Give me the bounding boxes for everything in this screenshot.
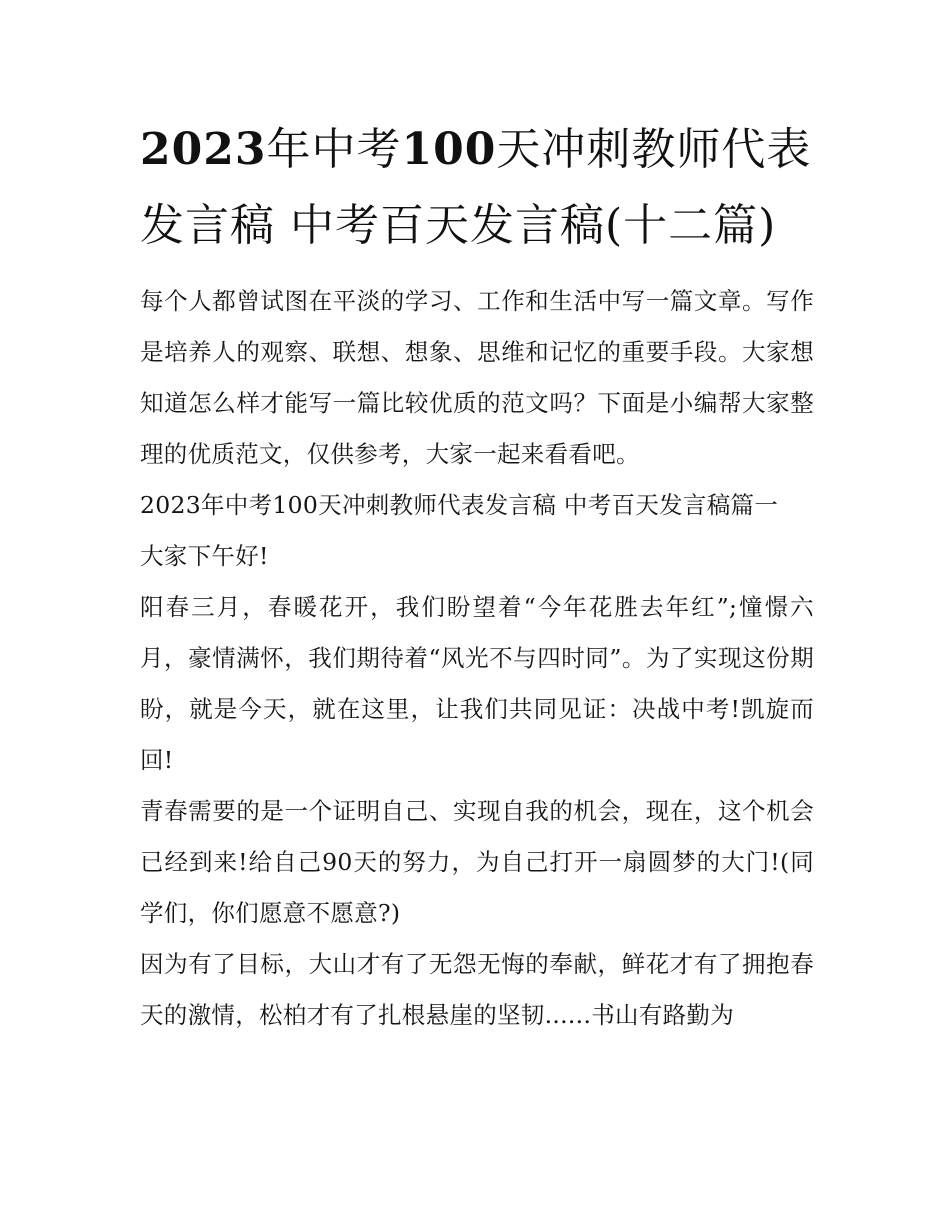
title-part-exam: 年中考 (266, 124, 402, 175)
title-part-rest: 天冲刺教师代表发言稿 中考百天发言稿(十二篇) (140, 124, 812, 251)
document-content (140, 112, 814, 1041)
body-paragraph-spring: 阳春三月，春暖花开，我们盼望着“今年花胜去年红”;憧憬六月，豪情满怀，我们期待着“风光不与四时同”。为了实现这份期盼，就是今天，就在这里，让我们共同见证：决战中考!凯旋而回! (140, 593, 814, 774)
greeting-paragraph: 大家下午好! (140, 542, 269, 570)
document-title (140, 112, 814, 264)
title-days-number: 100 (401, 124, 497, 175)
body-paragraph-goal: 因为有了目标，大山才有了无怨无悔的奉献，鲜花才有了拥抱春天的激情，松柏才有了扎根悬崖的坚韧......书山有路勤为 (140, 950, 814, 1029)
title-year: 2023 (140, 124, 267, 175)
section-heading: 2023年中考100天冲刺教师代表发言稿 中考百天发言稿篇一 (140, 491, 779, 519)
body-paragraph-youth: 青春需要的是一个证明自己、实现自我的机会，现在，这个机会已经到来!给自己90天的努力，为自己打开一扇圆梦的大门!(同学们，你们愿意不愿意?) (140, 797, 814, 927)
intro-paragraph: 每个人都曾试图在平淡的学习、工作和生活中写一篇文章。写作是培养人的观察、联想、想象、思维和记忆的重要手段。大家想知道怎么样才能写一篇比较优质的范文吗？下面是小编帮大家整理的优质范文，仅供参考，大家一起来看看吧。 (140, 287, 814, 468)
